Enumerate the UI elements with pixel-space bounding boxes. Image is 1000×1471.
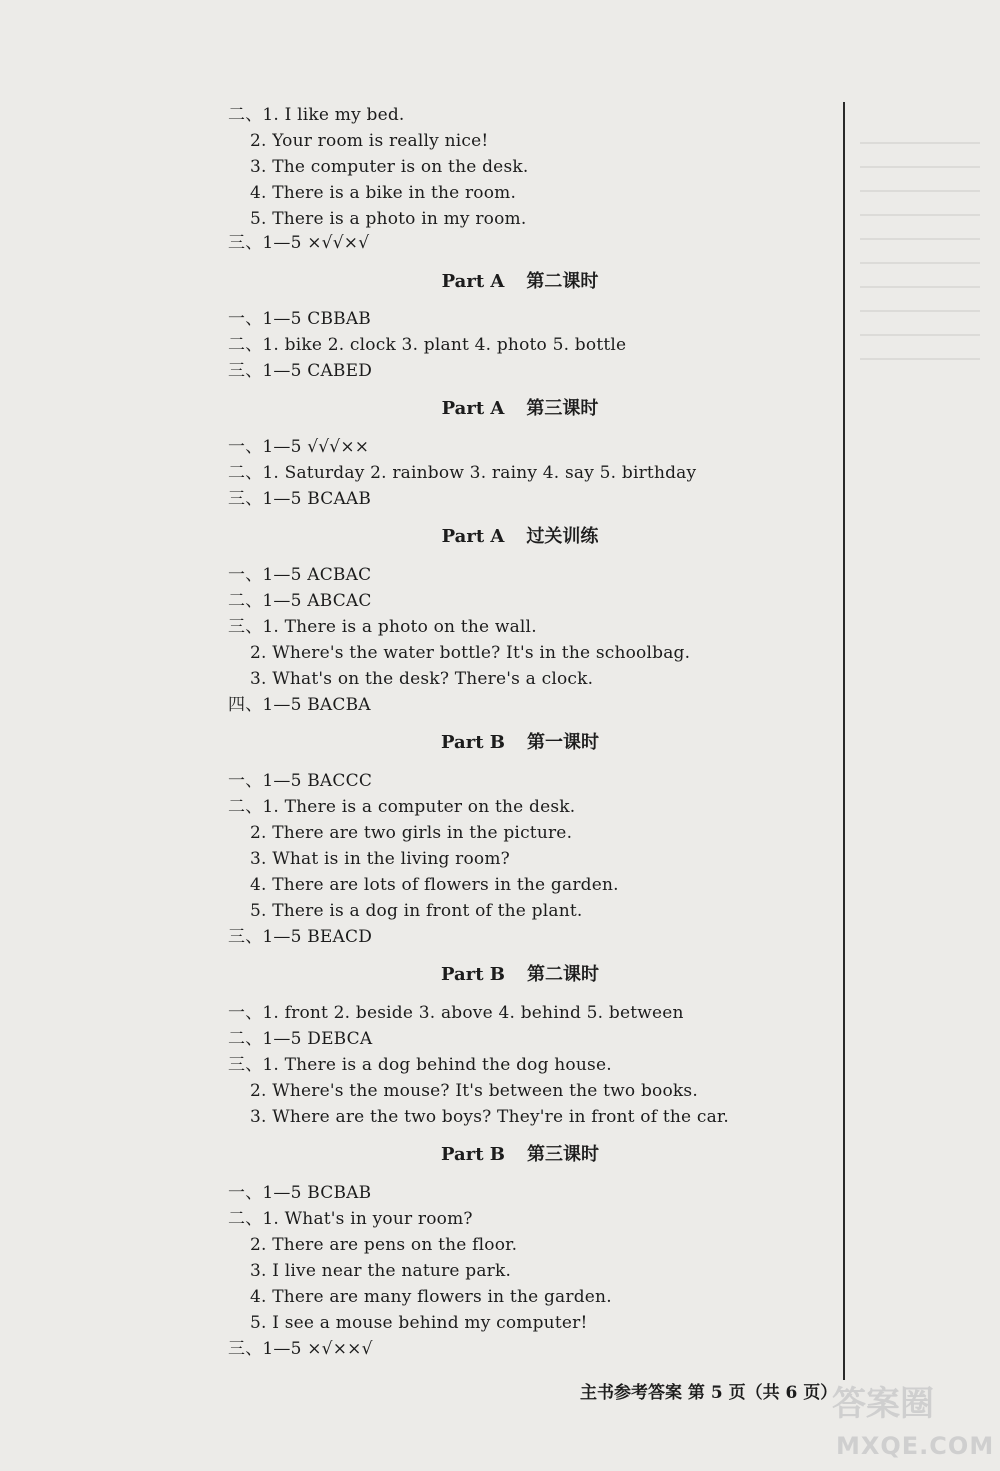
- answer-line: 二、1—5 ABCAC: [228, 591, 372, 611]
- watermark-logo-text: 答案圈: [832, 1384, 934, 1424]
- answer-line: 4. There are lots of flowers in the garden.: [250, 875, 619, 895]
- heading-part: Part B: [441, 1144, 505, 1165]
- heading-part: Part B: [441, 964, 505, 985]
- answer-line: 二、1. There is a computer on the desk.: [228, 797, 576, 817]
- answer-line: 3. The computer is on the desk.: [250, 157, 529, 177]
- watermark-url: MXQE.COM: [836, 1432, 995, 1460]
- answer-line: 一、1—5 ACBAC: [228, 565, 372, 585]
- answer-line: 5. There is a photo in my room.: [250, 209, 527, 229]
- answer-line: 5. There is a dog in front of the plant.: [250, 901, 583, 921]
- answer-line: 2. There are two girls in the picture.: [250, 823, 573, 843]
- answer-line: 二、1. I like my bed.: [228, 105, 405, 125]
- section-heading: [0, 397, 1000, 421]
- heading-lesson: 第一课时: [527, 732, 599, 753]
- heading-part: Part A: [441, 398, 505, 419]
- answer-line: 二、1. What's in your room?: [228, 1209, 473, 1229]
- answer-line: 一、1—5 CBBAB: [228, 309, 371, 329]
- answer-line: 2. There are pens on the floor.: [250, 1235, 518, 1255]
- answer-line: 2. Your room is really nice!: [250, 131, 489, 151]
- answer-line: 三、1—5 ×√××√: [228, 1339, 373, 1359]
- answer-line: 三、1—5 CABED: [228, 361, 373, 381]
- page-footer: 主书参考答案 第 5 页（共 6 页）: [580, 1383, 838, 1403]
- heading-lesson: 第二课时: [526, 271, 599, 292]
- answer-line: 一、1—5 BCBAB: [228, 1183, 372, 1203]
- heading-part: Part B: [441, 732, 505, 753]
- heading-part: Part A: [441, 271, 505, 292]
- answer-line: 二、1. Saturday 2. rainbow 3. rainy 4. say 5. birthday: [228, 463, 697, 483]
- section-heading: [0, 1143, 1000, 1167]
- answer-line: 3. I live near the nature park.: [250, 1261, 512, 1281]
- section-heading: [0, 525, 1000, 549]
- answer-line: 三、1—5 BEACD: [228, 927, 373, 947]
- answer-line: 3. What's on the desk? There's a clock.: [250, 669, 594, 689]
- heading-lesson: 第二课时: [527, 964, 599, 985]
- answer-line: 4. There are many flowers in the garden.: [250, 1287, 612, 1307]
- heading-lesson: 第三课时: [526, 398, 599, 419]
- answer-line: 2. Where's the mouse? It's between the two books.: [250, 1081, 698, 1101]
- answer-line: 5. I see a mouse behind my computer!: [250, 1313, 588, 1333]
- answer-line: 一、1. front 2. beside 3. above 4. behind 5. between: [228, 1003, 684, 1023]
- section-heading: [0, 270, 1000, 294]
- heading-part: Part A: [441, 526, 505, 547]
- answer-line: 三、1—5 ×√√×√: [228, 233, 370, 253]
- answer-line: 三、1. There is a dog behind the dog house.: [228, 1055, 612, 1075]
- answer-line: 三、1—5 BCAAB: [228, 489, 372, 509]
- heading-lesson: 第三课时: [527, 1144, 599, 1165]
- answer-line: 4. There is a bike in the room.: [250, 183, 517, 203]
- answer-line: 三、1. There is a photo on the wall.: [228, 617, 537, 637]
- answer-line: 3. Where are the two boys? They're in front of the car.: [250, 1107, 729, 1127]
- answer-line: 二、1. bike 2. clock 3. plant 4. photo 5. bottle: [228, 335, 627, 355]
- answer-line: 一、1—5 √√√××: [228, 437, 370, 457]
- answer-line: 一、1—5 BACCC: [228, 771, 373, 791]
- heading-lesson: 过关训练: [526, 526, 599, 547]
- site-watermark: [826, 1376, 996, 1468]
- section-heading: [0, 731, 1000, 755]
- answer-line: 二、1—5 DEBCA: [228, 1029, 373, 1049]
- answer-line: 3. What is in the living room?: [250, 849, 510, 869]
- answer-line: 2. Where's the water bottle? It's in the schoolbag.: [250, 643, 691, 663]
- section-heading: [0, 963, 1000, 987]
- answer-line: 四、1—5 BACBA: [228, 695, 371, 715]
